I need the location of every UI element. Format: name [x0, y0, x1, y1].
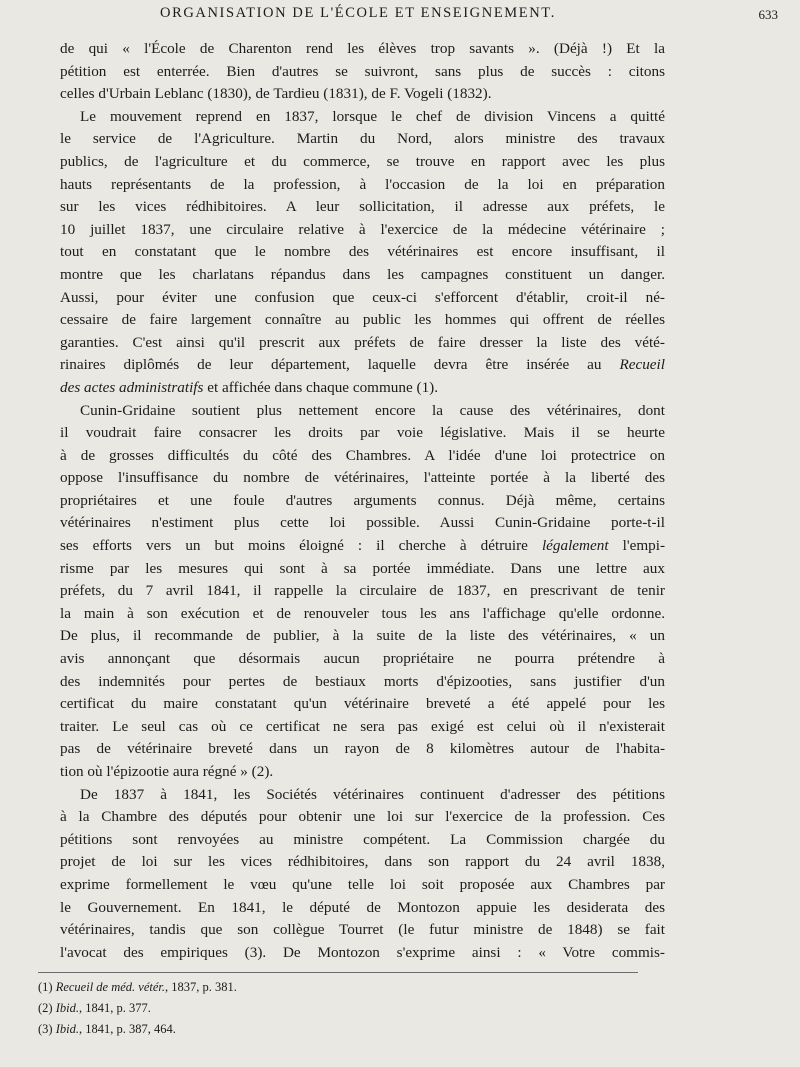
text-line: avis annonçant que désormais aucun propriétaire ne pourra prétendre à	[60, 650, 665, 668]
text-line: garanties. C'est ainsi qu'il prescrit aux préfets de faire dresser la liste des vété-	[60, 333, 665, 351]
text-line: 10 juillet 1837, une circulaire relative à l'exercice de la médecine vétérinaire ;	[60, 220, 665, 238]
text-line: De 1837 à 1841, les Sociétés vétérinaires continuent d'adresser des pétitions	[80, 785, 665, 803]
text-line: Cunin-Gridaine soutient plus nettement encore la cause des vétérinaires, dont	[80, 401, 665, 419]
italic-title: des actes administratifs	[60, 378, 204, 396]
footnotes	[38, 972, 638, 1040]
text-line: sur les vices rédhibitoires. A leur sollicitation, il adresse aux préfets, le	[60, 198, 665, 216]
running-head	[0, 5, 800, 25]
text-line: exprime formellement le vœu qu'une telle loi soit proposée aux Chambres par	[60, 875, 665, 893]
italic-title: Recueil	[619, 356, 665, 374]
text-line: Le mouvement reprend en 1837, lorsque le chef de division Vincens a quitté	[80, 107, 665, 125]
text-line	[60, 535, 665, 558]
footnote-detail: , 1841, p. 377.	[78, 1001, 151, 1015]
text-line: l'avocat des empiriques (3). De Montozon s'exprime ainsi : « Votre commis-	[60, 943, 665, 961]
text-line: vétérinaires, tandis que son collègue Tourret (le futur ministre de 1848) se fait	[60, 921, 665, 939]
text-line: pas de vétérinaire breveté dans un rayon de 8 kilomètres autour de l'habita-	[60, 740, 665, 758]
text-segment: ses efforts vers un but moins éloigné : il cherche à détruire	[60, 537, 528, 555]
text-line: montre que les charlatans répandus dans les campagnes constituent un danger.	[60, 265, 665, 283]
footnote-source: Ibid.	[55, 1001, 79, 1015]
italic-word: légalement	[541, 537, 609, 555]
paragraph-2	[60, 106, 665, 400]
page-number: 633	[758, 7, 778, 22]
text-line: à la Chambre des députés pour obtenir une loi sur l'exercice de la profession. Ces	[60, 808, 665, 826]
text-line: De plus, il recommande de publier, à la suite de la liste des vétérinaires, « un	[60, 627, 665, 645]
text-line: le Gouvernement. En 1841, le député de Montozon appuie les desiderata des	[60, 898, 665, 916]
text-line: certificat du maire constatant qu'un vétérinaire breveté a été appelé pour les	[60, 695, 665, 713]
text-line: traiter. Le seul cas où ce certificat ne sera pas exigé est celui où il n'existerait	[60, 717, 665, 735]
text-line: la main à son exécution et de renouveler tous les ans l'affichage qu'elle ordonne.	[60, 604, 665, 622]
text-line: oppose l'insuffisance du nombre de vétérinaires, l'atteinte portée à la liberté des	[60, 469, 665, 487]
text-line: propriétaires et une foule d'autres arguments connus. Déjà même, certains	[60, 491, 665, 509]
paragraph-3	[60, 400, 665, 784]
body-text	[60, 38, 665, 964]
text-line: le service de l'Agriculture. Martin du Nord, alors ministre des travaux	[60, 130, 665, 148]
footnote-2	[38, 998, 638, 1019]
text-line	[60, 354, 665, 377]
text-line: il voudrait faire consacrer les droits par voie législative. Mais il se heurte	[60, 424, 665, 442]
text-line: hauts représentants de la profession, à l'occasion de la loi en préparation	[60, 175, 665, 193]
text-line: pétitions sont renvoyées au ministre compétent. La Commission chargée du	[60, 830, 665, 848]
footnote-3	[38, 1019, 638, 1040]
text-line: à de grosses difficultés du côté des Chambres. A l'idée d'une loi protectrice on	[60, 446, 665, 464]
footnote-1	[38, 977, 638, 998]
text-line: tion où l'épizootie aura régné » (2).	[60, 763, 274, 780]
footnote-number: (3)	[38, 1022, 53, 1036]
text-line: de qui « l'École de Charenton rend les élèves trop savants ». (Déjà !) Et la	[60, 40, 665, 57]
text-segment: et affichée dans chaque commune (1).	[207, 378, 439, 396]
paragraph-1	[60, 38, 665, 106]
text-line	[60, 377, 665, 400]
footnote-source: Ibid.	[55, 1022, 79, 1036]
text-line: Aussi, pour éviter une confusion que ceux-ci s'efforcent d'établir, croit-il né-	[60, 288, 665, 306]
text-line: celles d'Urbain Leblanc (1830), de Tardieu (1831), de F. Vogeli (1832).	[60, 85, 492, 103]
footnote-number: (2)	[38, 1001, 53, 1015]
text-line: pétition est enterrée. Bien d'autres se suivront, sans plus de succès : citons	[60, 62, 665, 80]
text-line: publics, de l'agriculture et du commerce, se trouve en rapport avec les plus	[60, 152, 665, 170]
text-line: projet de loi sur les vices rédhibitoires, dans son rapport du 24 avril 1838,	[60, 853, 665, 871]
running-title: ORGANISATION DE L'ÉCOLE ET ENSEIGNEMENT.	[160, 5, 556, 21]
footnote-source: Recueil de méd. vétér.	[55, 980, 166, 994]
text-line: préfets, du 7 avril 1841, il rappelle la circulaire de 1837, en prescrivant de tenir	[60, 582, 665, 600]
text-line: des indemnités pour pertes de bestiaux morts d'épizooties, sans justifier d'un	[60, 672, 665, 690]
text-segment: rinaires diplômés de leur département, laquelle devra être insérée au	[60, 356, 602, 374]
paragraph-4	[60, 784, 665, 965]
footnote-detail: , 1837, p. 381.	[165, 980, 237, 994]
text-segment: l'empi-	[622, 537, 665, 555]
footnote-number: (1)	[38, 980, 53, 994]
text-line: tout en constatant que le nombre des vétérinaires est encore insuffisant, il	[60, 243, 665, 261]
text-line: vétérinaires n'estiment plus cette loi possible. Aussi Cunin-Gridaine porte-t-il	[60, 514, 665, 532]
footnote-detail: , 1841, p. 387, 464.	[78, 1022, 176, 1036]
text-line: cessaire de faire largement connaître au public les hommes qui offrent de réelles	[60, 311, 665, 329]
text-line: risme par les mesures qui sont à sa portée immédiate. Dans une lettre aux	[60, 559, 665, 577]
